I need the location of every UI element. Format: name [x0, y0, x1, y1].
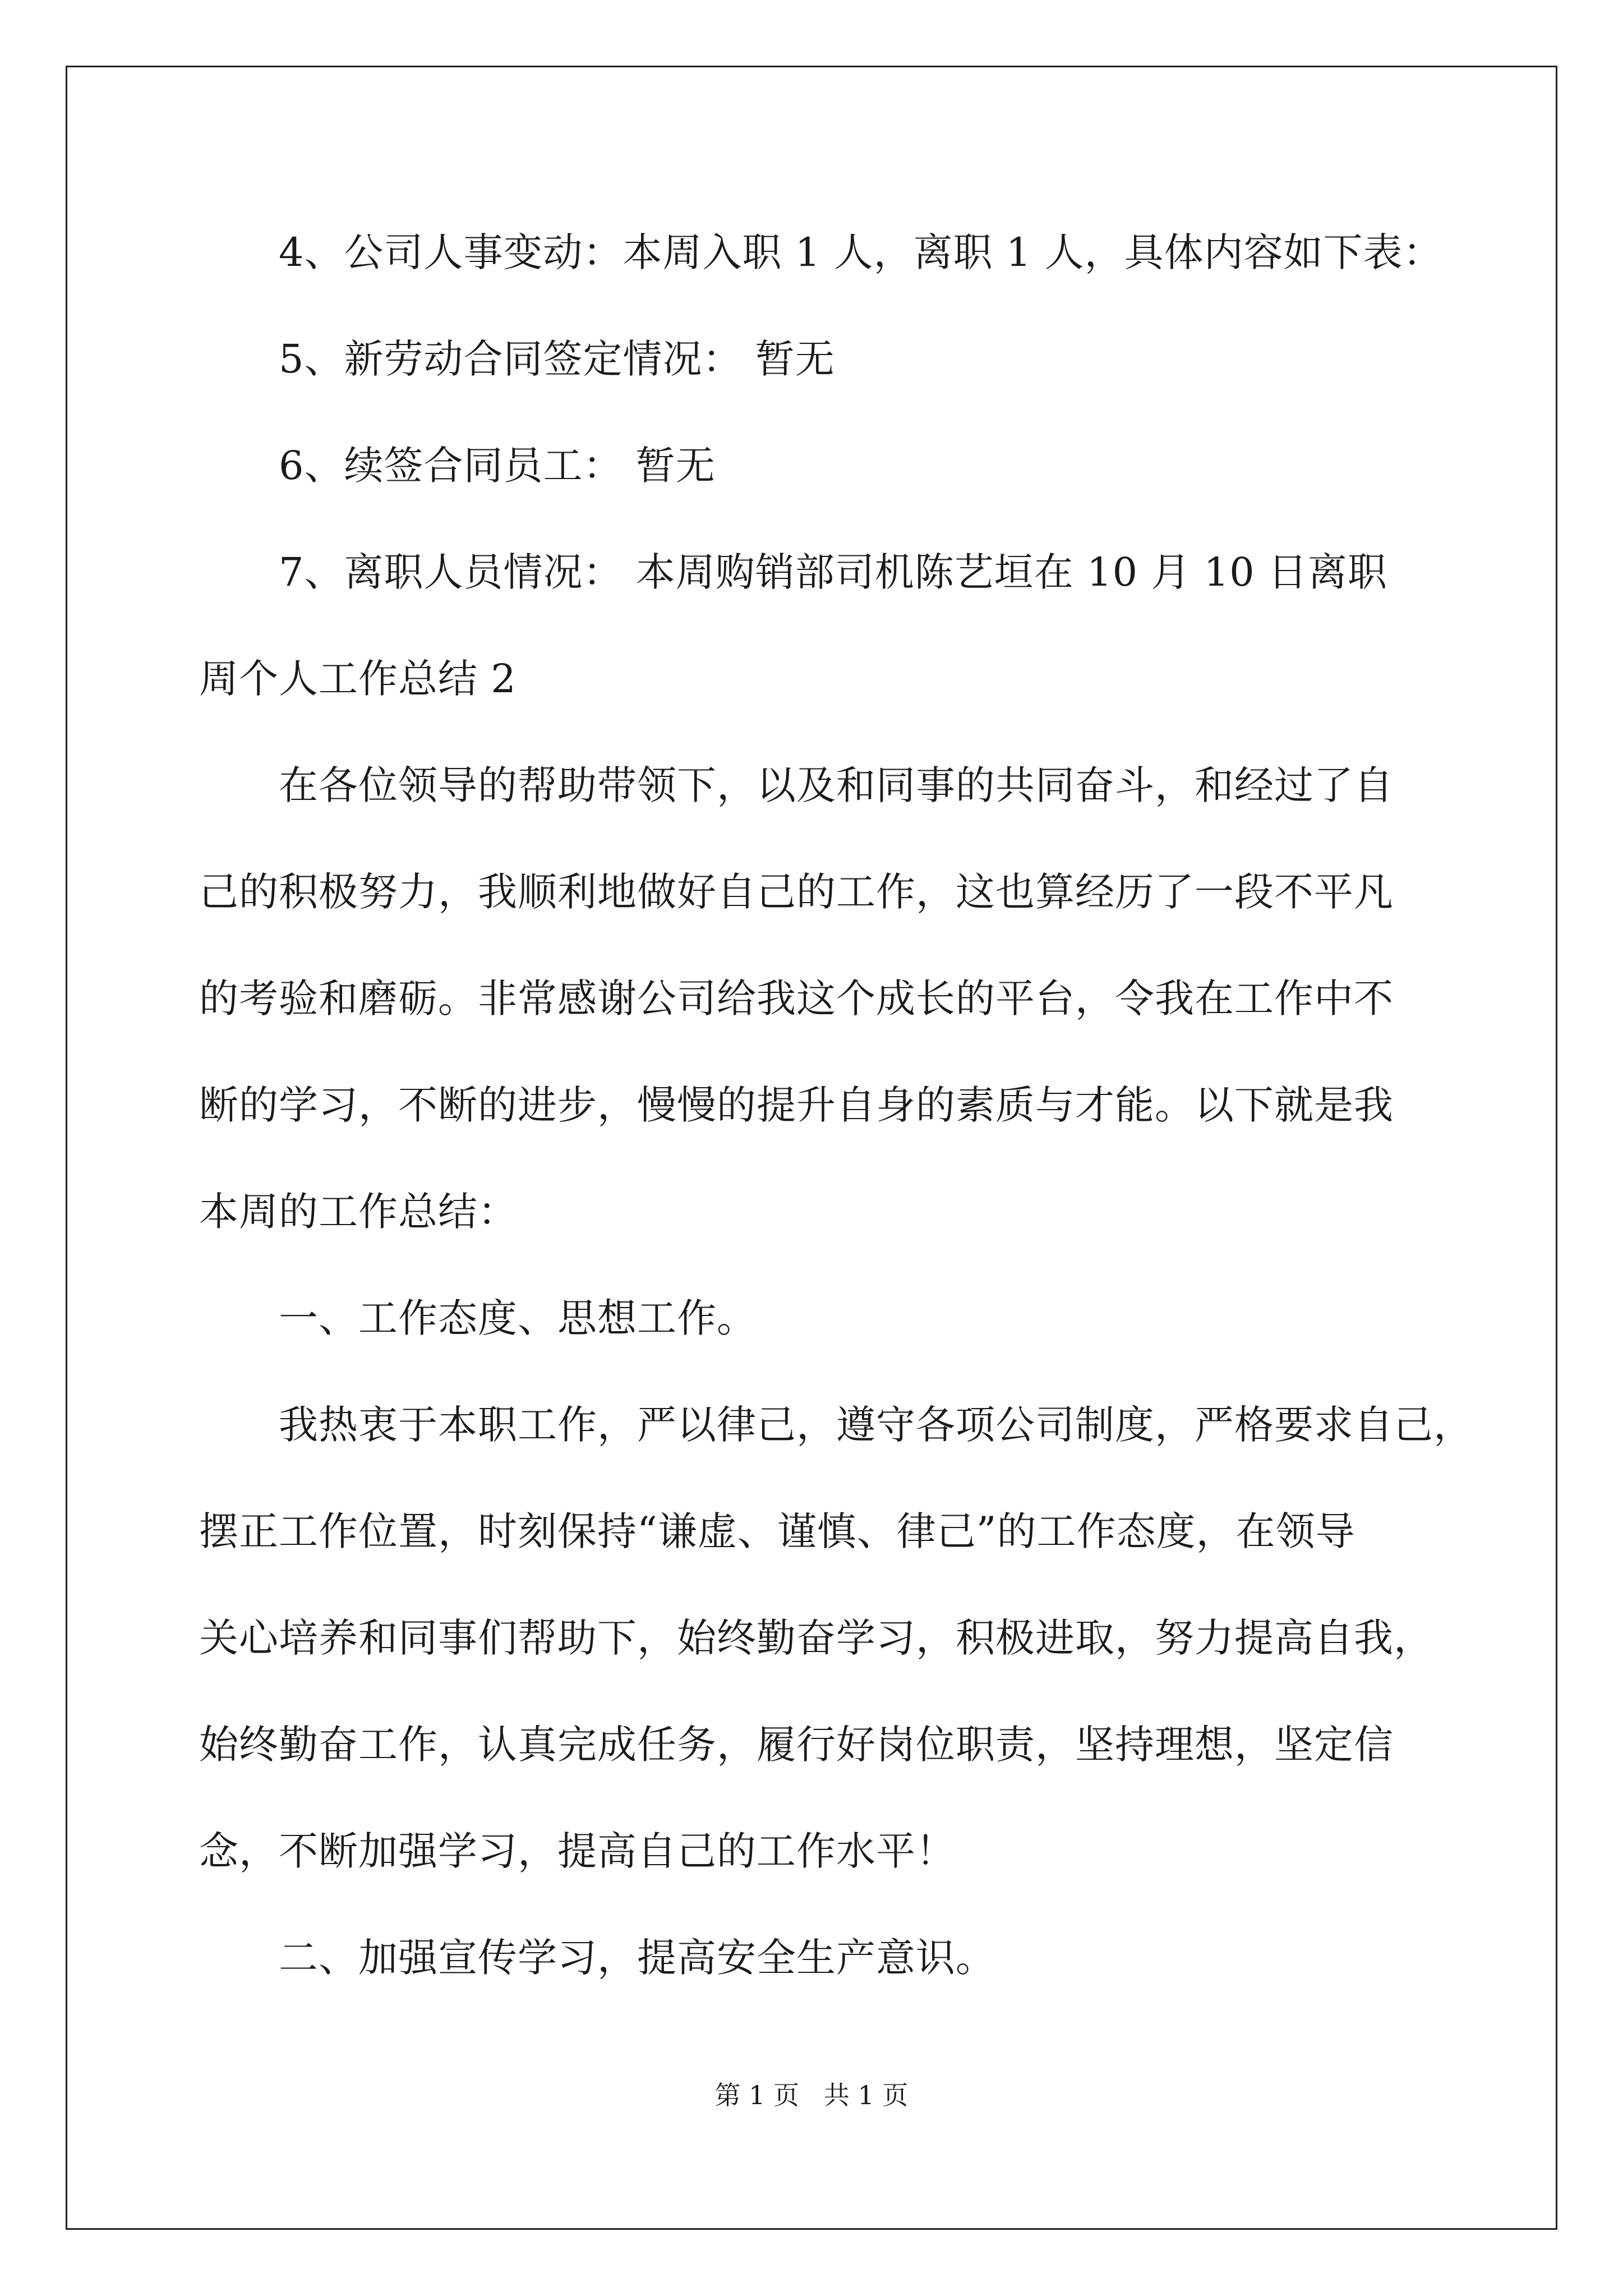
- paragraph-line: 在各位领导的帮助带领下，以及和同事的共同奋斗，和经过了自: [279, 762, 1394, 808]
- paragraph-line: 断的学习，不断的进步，慢慢的提升自身的素质与才能。以下就是我: [199, 1082, 1394, 1128]
- paragraph-line: 己的积极努力，我顺利地做好自己的工作，这也算经历了一段不平凡: [199, 869, 1394, 915]
- paragraph-line: 4、公司人事变动：本周入职 1 人，离职 1 人，具体内容如下表：: [279, 229, 1443, 275]
- paragraph-line: 本周的工作总结：: [199, 1189, 518, 1235]
- page-number: 第 1 页 共 1 页: [714, 2080, 909, 2110]
- paragraph-line: 念，不断加强学习，提高自己的工作水平！: [199, 1828, 956, 1874]
- paragraph-line: 二、加强宣传学习，提高安全生产意识。: [279, 1935, 995, 1981]
- paragraph-line: 6、续签合同员工： 暂无: [279, 443, 716, 489]
- paragraph-line: 5、新劳动合同签定情况： 暂无: [279, 336, 835, 382]
- page-border: [66, 66, 1557, 2230]
- paragraph-line: 的考验和磨砺。非常感谢公司给我这个成长的平台，令我在工作中不: [199, 976, 1394, 1022]
- paragraph-line: 始终勤奋工作，认真完成任务，履行好岗位职责，坚持理想，坚定信: [199, 1722, 1394, 1768]
- paragraph-line: 我热衷于本职工作，严以律己，遵守各项公司制度，严格要求自己，: [279, 1402, 1473, 1448]
- paragraph-line: 摆正工作位置，时刻保持“谦虚、谨慎、律己”的工作态度，在领导: [199, 1508, 1355, 1554]
- paragraph-line: 7、离职人员情况： 本周购销部司机陈艺垣在 10 月 10 日离职: [279, 549, 1387, 595]
- section-heading: 周个人工作总结 2: [199, 656, 517, 702]
- page-footer: [0, 2078, 1623, 2112]
- paragraph-line: 一、工作态度、思想工作。: [279, 1295, 757, 1341]
- paragraph-line: 关心培养和同事们帮助下，始终勤奋学习，积极进取，努力提高自我，: [199, 1615, 1433, 1661]
